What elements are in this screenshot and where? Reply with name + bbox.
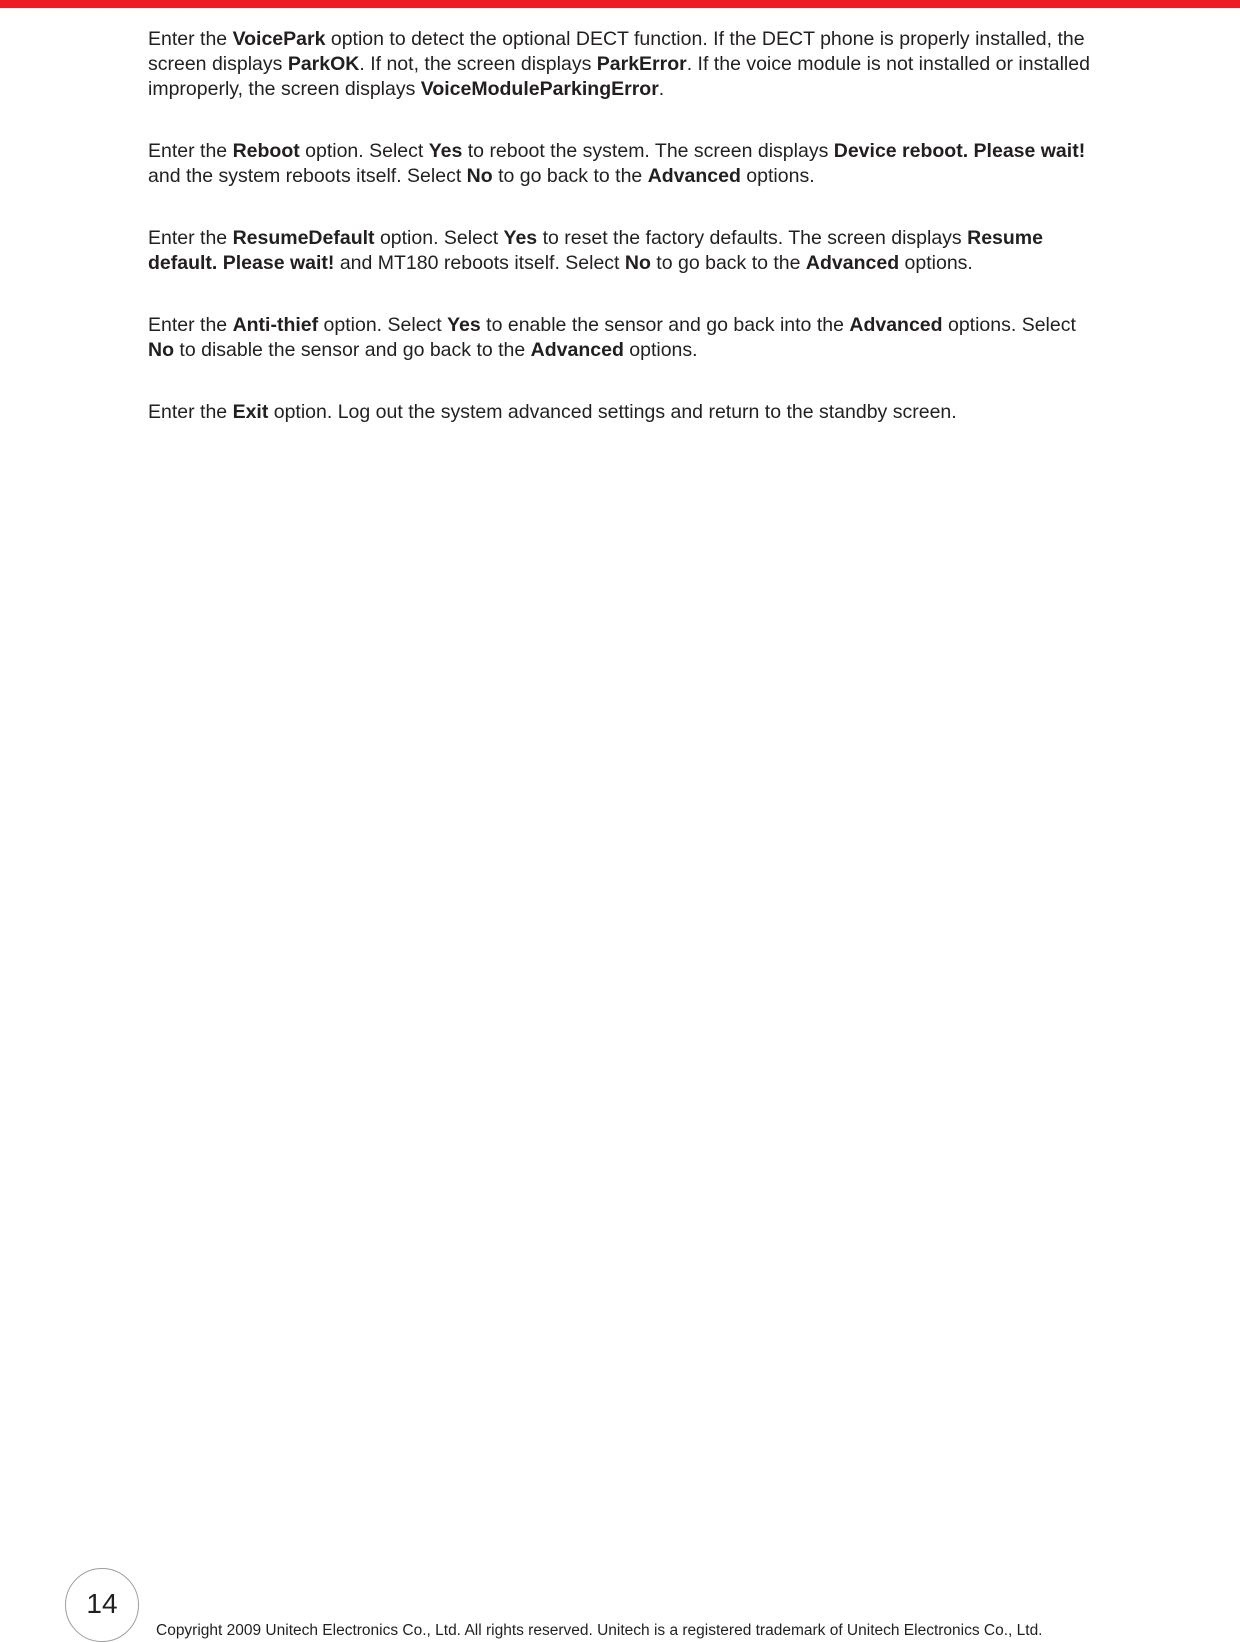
text-run: option. Select [299, 140, 429, 162]
text-run: options. Select [942, 314, 1076, 336]
bold-term: ParkError [596, 53, 687, 75]
bold-term: Advanced [849, 314, 943, 336]
text-run: . [658, 78, 665, 100]
text-run: and the system reboots itself. Select [148, 165, 467, 187]
bold-term: Exit [232, 401, 269, 423]
bold-term: Reboot [232, 140, 300, 162]
bold-term: No [148, 339, 174, 361]
text-run: option. Select [374, 227, 504, 249]
text-run: to reset the factory defaults. The screen displays [537, 227, 968, 249]
paragraph-anti-thief [148, 313, 1098, 363]
bold-term: Advanced [805, 252, 900, 274]
text-run: to reboot the system. The screen displays [462, 140, 834, 162]
bold-term: Yes [503, 227, 538, 249]
text-run: . If the voice module is not installed or installed improperly, the screen displays [148, 53, 1090, 100]
text-run: Enter the [148, 314, 233, 336]
text-run: to go back to the [492, 165, 648, 187]
page-number: 14 [86, 1588, 118, 1619]
text-run: Enter the [148, 227, 233, 249]
text-run: option. Select [318, 314, 448, 336]
paragraph-voicepark [148, 27, 1098, 102]
text-run: to go back to the [650, 252, 806, 274]
text-run: Enter the [148, 28, 233, 50]
text-run: options. [899, 252, 973, 274]
bold-term: VoicePark [232, 28, 326, 50]
bold-term: ParkOK [287, 53, 360, 75]
bold-term: No [624, 252, 651, 274]
bold-term: No [466, 165, 493, 187]
copyright-notice: Copyright 2009 Unitech Electronics Co., Ltd. All rights reserved. Unitech is a registered trademark of Unitech Electronics Co., Ltd. [156, 1622, 1043, 1639]
bold-term: Device reboot. Please wait! [833, 140, 1086, 162]
text-run: Enter the [148, 140, 233, 162]
bold-term: Resume default. Please wait! [148, 227, 1043, 274]
text-run: to disable the sensor and go back to the [174, 339, 531, 361]
text-run: options. [740, 165, 815, 187]
bold-term: VoiceModuleParkingError [420, 78, 659, 100]
bold-term: Advanced [647, 165, 741, 187]
bold-term: Yes [447, 314, 481, 336]
text-run: Enter the [148, 401, 233, 423]
text-run: option to detect the optional DECT function. If the DECT phone is properly installed, the screen displays [148, 28, 1085, 75]
text-run: to enable the sensor and go back into the [480, 314, 850, 336]
bold-term: Advanced [530, 339, 624, 361]
paragraph-exit [148, 400, 1098, 425]
text-run: option. Log out the system advanced settings and return to the standby screen. [268, 401, 957, 423]
top-accent-bar [0, 0, 1240, 8]
text-run: . If not, the screen displays [359, 53, 597, 75]
text-run: options. [623, 339, 698, 361]
text-run: and MT180 reboots itself. Select [334, 252, 625, 274]
paragraph-resumedefault [148, 226, 1098, 276]
bold-term: Yes [428, 140, 463, 162]
paragraph-reboot [148, 139, 1098, 189]
bold-term: Anti-thief [232, 314, 319, 336]
document-body [148, 27, 1098, 462]
bold-term: ResumeDefault [232, 227, 375, 249]
